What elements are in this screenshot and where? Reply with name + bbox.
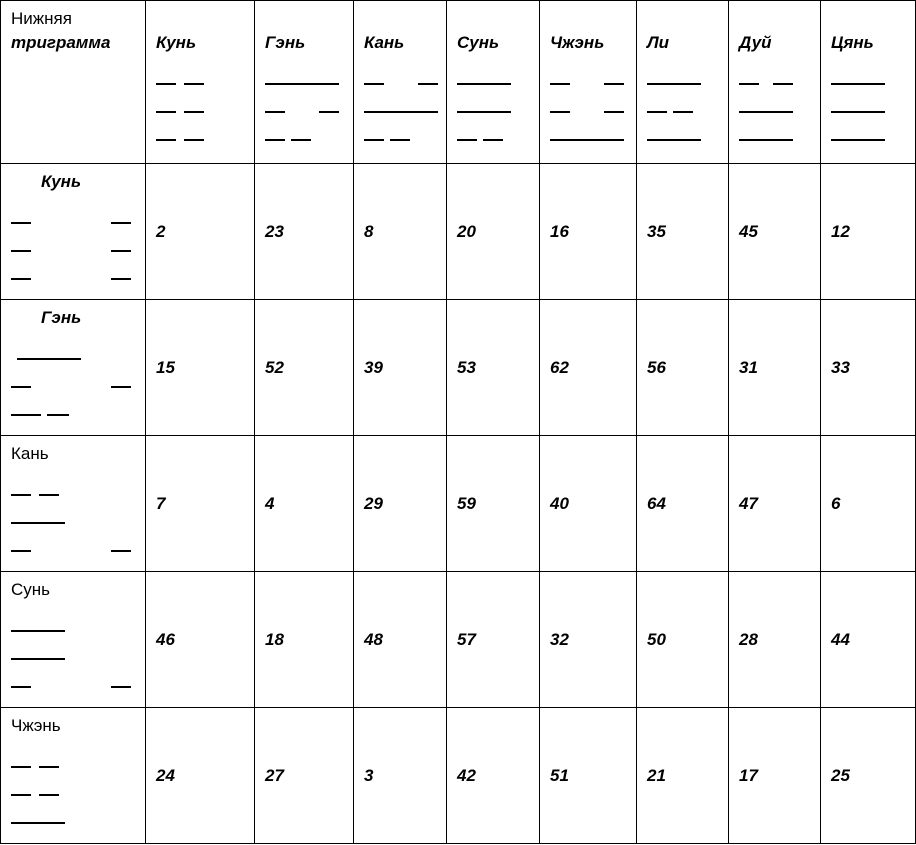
trigram-line-segment [11, 686, 31, 688]
trigram-glyph [739, 63, 812, 147]
table-row [1, 572, 916, 708]
trigram-line-segment [11, 822, 65, 824]
hexagram-number: 64 [647, 493, 666, 513]
solid-line [831, 119, 907, 147]
trigram-line-segment [184, 139, 204, 141]
table-row [1, 708, 916, 844]
hexagram-number-cell [447, 708, 540, 844]
hexagram-number-cell [729, 164, 821, 300]
hexagram-number: 47 [739, 493, 758, 513]
column-header-li [637, 1, 729, 164]
hexagram-number: 39 [364, 357, 383, 377]
trigram-line-segment [11, 222, 31, 224]
hexagram-number-cell [146, 572, 255, 708]
hexagram-number-cell [146, 300, 255, 436]
trigram-line-segment [11, 386, 31, 388]
trigram-line-segment [418, 83, 438, 85]
hexagram-number-cell [255, 164, 354, 300]
broken-line [11, 474, 135, 502]
trigram-line-segment [647, 83, 701, 85]
trigram-line-segment [647, 139, 701, 141]
hexagram-number: 6 [831, 493, 841, 513]
broken-line [550, 91, 628, 119]
hexagram-number: 42 [457, 765, 476, 785]
solid-line [11, 338, 135, 366]
broken-line [11, 746, 135, 774]
trigram-line-segment [39, 494, 59, 496]
hexagram-number-cell [354, 300, 447, 436]
column-name: Гэнь [265, 33, 306, 52]
hexagram-number-cell [354, 164, 447, 300]
hexagram-number: 23 [265, 221, 284, 241]
hexagram-number-cell [821, 708, 916, 844]
trigram-line-segment [364, 111, 438, 113]
trigram-line-segment [831, 139, 885, 141]
hexagram-number: 35 [647, 221, 666, 241]
hexagram-number-cell [729, 436, 821, 572]
column-name: Чжэнь [550, 33, 605, 52]
trigram-line-segment [550, 111, 570, 113]
hexagram-number-cell [255, 436, 354, 572]
broken-line [11, 394, 135, 422]
hexagram-number-cell [354, 436, 447, 572]
column-name: Цянь [831, 33, 874, 52]
row-name: Кунь [41, 172, 82, 191]
solid-line [11, 802, 135, 830]
broken-line [11, 258, 135, 286]
trigram-glyph [550, 63, 628, 147]
trigram-line-segment [11, 278, 31, 280]
row-header [1, 708, 146, 844]
hexagram-number: 28 [739, 629, 758, 649]
trigram-line-segment [11, 494, 31, 496]
row-header [1, 436, 146, 572]
column-header-kan [354, 1, 447, 164]
trigram-line-segment [39, 766, 59, 768]
hexagram-number: 2 [156, 221, 166, 241]
column-name: Ли [647, 33, 670, 52]
hexagram-number-cell [540, 572, 637, 708]
solid-line [647, 119, 720, 147]
hexagram-number: 25 [831, 765, 850, 785]
hexagram-number-cell [146, 164, 255, 300]
trigram-glyph [831, 63, 907, 147]
hexagram-number: 20 [457, 221, 476, 241]
trigram-line-segment [184, 83, 204, 85]
hexagram-number: 52 [265, 357, 284, 377]
hexagram-number: 57 [457, 629, 476, 649]
broken-line [550, 63, 628, 91]
trigram-glyph [11, 202, 135, 286]
hexagram-number-cell [447, 572, 540, 708]
hexagram-number-cell [447, 300, 540, 436]
trigram-line-segment [739, 83, 759, 85]
hexagram-number-cell [255, 300, 354, 436]
trigram-line-segment [11, 766, 31, 768]
hexagram-number: 16 [550, 221, 569, 241]
solid-line [739, 119, 812, 147]
column-name: Кунь [156, 33, 197, 52]
hexagram-number-cell [447, 164, 540, 300]
trigram-line-segment [156, 111, 176, 113]
hexagram-number: 12 [831, 221, 850, 241]
row-name: Чжэнь [11, 716, 61, 735]
trigram-line-segment [11, 414, 41, 416]
hexagram-number: 27 [265, 765, 284, 785]
hexagram-number: 48 [364, 629, 383, 649]
column-header-gen [255, 1, 354, 164]
trigram-line-segment [17, 358, 81, 360]
table-row [1, 300, 916, 436]
hexagram-number: 29 [364, 493, 383, 513]
column-header-kun [146, 1, 255, 164]
trigram-line-segment [604, 111, 624, 113]
trigram-glyph [11, 746, 135, 830]
hexagram-number-cell [354, 708, 447, 844]
trigram-line-segment [550, 83, 570, 85]
hexagram-number-cell [821, 436, 916, 572]
hexagram-number-cell [821, 164, 916, 300]
hexagram-number: 51 [550, 765, 569, 785]
hexagram-number: 15 [156, 357, 175, 377]
row-name: Гэнь [41, 308, 82, 327]
trigram-line-segment [184, 111, 204, 113]
hexagram-number: 24 [156, 765, 175, 785]
hexagram-number: 59 [457, 493, 476, 513]
trigram-line-segment [111, 278, 131, 280]
broken-line [364, 63, 438, 91]
broken-line [11, 774, 135, 802]
trigram-line-segment [11, 250, 31, 252]
trigram-glyph [11, 610, 135, 694]
broken-line [11, 366, 135, 394]
hexagram-number-cell [729, 708, 821, 844]
hexagram-number-cell [540, 164, 637, 300]
broken-line [11, 230, 135, 258]
trigram-line-segment [111, 386, 131, 388]
trigram-line-segment [11, 550, 31, 552]
trigram-line-segment [364, 139, 384, 141]
corner-label-trigram: триграмма [11, 33, 111, 52]
trigram-line-segment [265, 139, 285, 141]
trigram-line-segment [604, 83, 624, 85]
trigram-glyph [457, 63, 531, 147]
broken-line [364, 119, 438, 147]
broken-line [265, 119, 345, 147]
corner-cell [1, 1, 146, 164]
table-row [1, 164, 916, 300]
trigram-line-segment [47, 414, 69, 416]
hexagram-number: 8 [364, 221, 374, 241]
trigram-line-segment [39, 794, 59, 796]
hexagram-number: 44 [831, 629, 850, 649]
broken-line [265, 91, 345, 119]
solid-line [831, 91, 907, 119]
hexagram-number: 45 [739, 221, 758, 241]
trigram-line-segment [390, 139, 410, 141]
hexagram-number-cell [540, 436, 637, 572]
trigram-line-segment [457, 111, 511, 113]
trigram-line-segment [291, 139, 311, 141]
hexagram-number: 32 [550, 629, 569, 649]
broken-line [11, 666, 135, 694]
column-name: Кань [364, 33, 405, 52]
row-header [1, 572, 146, 708]
trigram-glyph [265, 63, 345, 147]
broken-line [156, 63, 246, 91]
row-name: Сунь [11, 580, 51, 599]
solid-line [739, 91, 812, 119]
trigram-glyph [156, 63, 246, 147]
hexagram-number: 50 [647, 629, 666, 649]
solid-line [11, 638, 135, 666]
row-header [1, 164, 146, 300]
broken-line [156, 91, 246, 119]
broken-line [457, 119, 531, 147]
solid-line [550, 119, 628, 147]
trigram-glyph [364, 63, 438, 147]
hexagram-number: 17 [739, 765, 758, 785]
trigram-line-segment [319, 111, 339, 113]
hexagram-number-cell [729, 572, 821, 708]
hexagram-number: 3 [364, 765, 374, 785]
corner-label-bottom: Нижняя [11, 9, 72, 28]
row-header [1, 300, 146, 436]
solid-line [831, 63, 907, 91]
hexagram-number-cell [729, 300, 821, 436]
column-header-sun [447, 1, 540, 164]
trigram-line-segment [111, 222, 131, 224]
column-name: Сунь [457, 33, 500, 52]
hexagram-number-cell [821, 572, 916, 708]
trigram-line-segment [483, 139, 503, 141]
trigram-line-segment [156, 83, 176, 85]
hexagram-number: 4 [265, 493, 275, 513]
hexagram-number: 18 [265, 629, 284, 649]
trigram-line-segment [111, 250, 131, 252]
trigram-line-segment [457, 83, 511, 85]
trigram-glyph [11, 474, 135, 558]
solid-line [11, 610, 135, 638]
solid-line [647, 63, 720, 91]
trigram-glyph [11, 338, 135, 422]
hexagram-number: 33 [831, 357, 850, 377]
trigram-line-segment [11, 522, 65, 524]
solid-line [457, 63, 531, 91]
broken-line [156, 119, 246, 147]
trigram-line-segment [11, 794, 31, 796]
broken-line [739, 63, 812, 91]
trigram-glyph [647, 63, 720, 147]
trigram-line-segment [11, 630, 65, 632]
hexagram-number-cell [637, 300, 729, 436]
broken-line [11, 530, 135, 558]
trigram-line-segment [364, 83, 384, 85]
trigram-line-segment [831, 83, 885, 85]
hexagram-number: 53 [457, 357, 476, 377]
trigram-line-segment [111, 686, 131, 688]
trigram-line-segment [111, 550, 131, 552]
hexagram-number-cell [255, 572, 354, 708]
hexagram-number-cell [255, 708, 354, 844]
trigram-line-segment [11, 658, 65, 660]
trigram-line-segment [647, 111, 667, 113]
broken-line [11, 202, 135, 230]
column-header-zhen [540, 1, 637, 164]
hexagram-number-cell [146, 708, 255, 844]
trigram-line-segment [457, 139, 477, 141]
hexagram-number: 56 [647, 357, 666, 377]
solid-line [457, 91, 531, 119]
column-header-qian [821, 1, 916, 164]
solid-line [265, 63, 345, 91]
hexagram-number-cell [821, 300, 916, 436]
trigram-line-segment [773, 83, 793, 85]
trigram-line-segment [739, 139, 793, 141]
hexagram-number-cell [540, 708, 637, 844]
trigram-line-segment [156, 139, 176, 141]
header-row [1, 1, 916, 164]
trigram-line-segment [673, 111, 693, 113]
trigram-line-segment [739, 111, 793, 113]
solid-line [364, 91, 438, 119]
hexagram-number-cell [540, 300, 637, 436]
trigram-line-segment [831, 111, 885, 113]
hexagram-number-cell [637, 164, 729, 300]
hexagram-number: 46 [156, 629, 175, 649]
table-row [1, 436, 916, 572]
trigram-line-segment [265, 83, 339, 85]
hexagram-number-cell [637, 572, 729, 708]
trigram-line-segment [265, 111, 285, 113]
hexagram-number-cell [447, 436, 540, 572]
hexagram-number-cell [637, 708, 729, 844]
hexagram-number: 21 [647, 765, 666, 785]
trigram-line-segment [550, 139, 624, 141]
hexagram-number-cell [354, 572, 447, 708]
column-header-dui [729, 1, 821, 164]
hexagram-number-cell [146, 436, 255, 572]
hexagram-number: 40 [550, 493, 569, 513]
hexagram-number: 7 [156, 493, 166, 513]
hexagram-number: 62 [550, 357, 569, 377]
hexagram-number-cell [637, 436, 729, 572]
hexagram-number: 31 [739, 357, 758, 377]
broken-line [647, 91, 720, 119]
column-name: Дуй [739, 33, 772, 52]
row-name: Кань [11, 444, 49, 463]
solid-line [11, 502, 135, 530]
